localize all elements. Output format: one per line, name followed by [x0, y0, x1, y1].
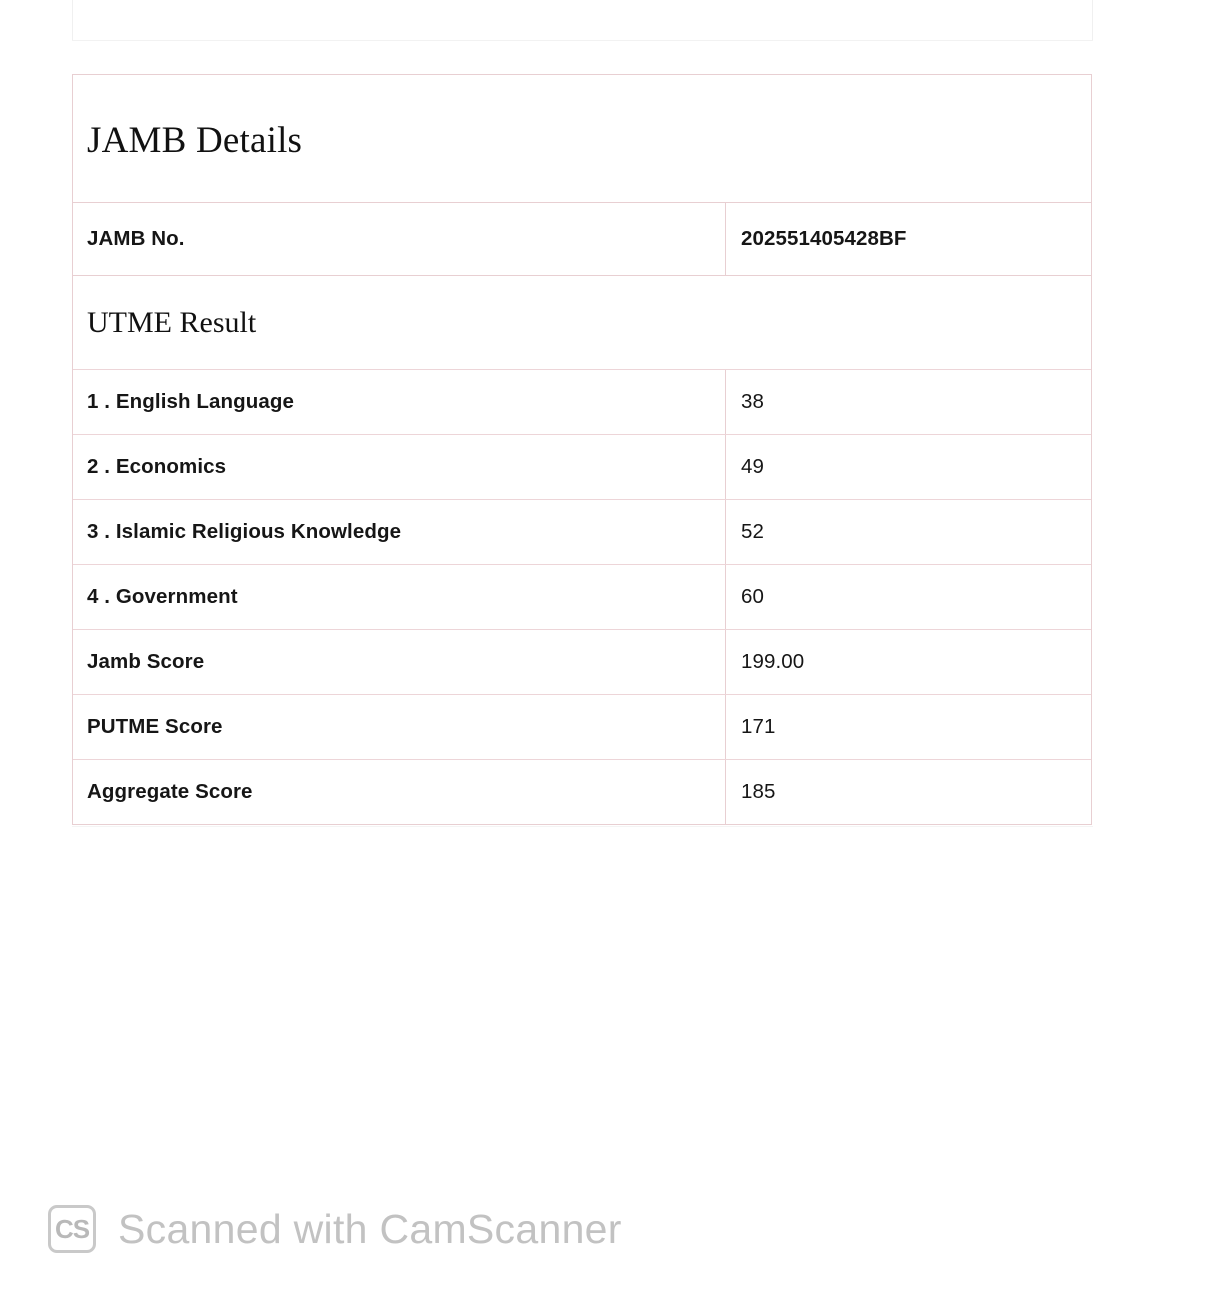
table-row [73, 434, 1091, 499]
table-row [73, 564, 1091, 629]
table-row [73, 629, 1091, 694]
camscanner-logo-icon: CS [48, 1205, 96, 1253]
table-row [73, 369, 1091, 434]
table-row-jamb-no [73, 202, 1091, 275]
page-hairline-top [72, 40, 1093, 41]
jamb-details-card [72, 74, 1092, 825]
section-title-utme-result: UTME Result [87, 305, 257, 339]
page-hairline-bottom [72, 826, 1093, 827]
subject-label: 2 . Economics [73, 435, 726, 499]
aggregate-score-value: 185 [741, 779, 776, 803]
putme-score-label: PUTME Score [73, 695, 726, 759]
subject-score: 49 [741, 454, 765, 478]
jamb-score-label: Jamb Score [73, 630, 726, 694]
page-title: JAMB Details [87, 120, 303, 161]
subject-label: 3 . Islamic Religious Knowledge [73, 500, 726, 564]
jamb-no-label: JAMB No. [73, 203, 726, 275]
jamb-no-value: 202551405428BF [741, 226, 907, 250]
table-row [73, 759, 1091, 824]
jamb-score-value: 199.00 [741, 649, 805, 673]
subject-label: 1 . English Language [73, 370, 726, 434]
page-edge-right [1092, 0, 1093, 40]
subject-score: 52 [741, 519, 765, 543]
subject-score: 38 [741, 389, 765, 413]
camscanner-watermark [48, 1205, 622, 1253]
subject-label: 4 . Government [73, 565, 726, 629]
table-row [73, 499, 1091, 564]
aggregate-score-label: Aggregate Score [73, 760, 726, 824]
camscanner-watermark-text: Scanned with CamScanner [118, 1205, 622, 1252]
page-edge-left [72, 0, 73, 40]
utme-result-section [73, 275, 1091, 369]
table-row [73, 694, 1091, 759]
subject-score: 60 [741, 584, 765, 608]
putme-score-value: 171 [741, 714, 776, 738]
